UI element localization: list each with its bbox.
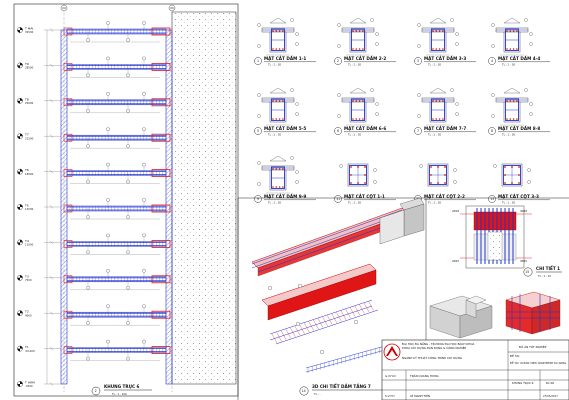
section-title: MẶT CẮT DẦM 3-3 [424, 56, 467, 62]
level-elevation: 11000 [25, 243, 34, 247]
section-scale: TL : 1 : 30 [502, 201, 516, 205]
beam-section [254, 18, 316, 67]
section-title: MẶT CẮT DẦM 4-4 [498, 56, 541, 62]
detail-1-scale: TL : 1 : 15 [538, 275, 552, 278]
section-number: 2 [337, 59, 340, 64]
axis-6-label: (6) [62, 7, 66, 10]
beam-section [254, 156, 316, 205]
tb-sheet-title: KHUNG TRỤC 6 [512, 381, 534, 385]
tb-svth-label: S.V.T.H [385, 394, 395, 398]
section-title: MẶT CẮT DẦM 8-8 [498, 126, 541, 132]
level-marker [17, 204, 33, 212]
level-marker [17, 239, 33, 247]
level-code: T HẦM [25, 380, 35, 385]
level-code: T MÁI [25, 26, 34, 31]
tb-sheet-no: KC 06 [546, 381, 555, 385]
level-code: T8 [25, 97, 29, 102]
section-title: MẶT CẮT CỘT 3-3 [498, 194, 539, 200]
level-marker [17, 345, 35, 353]
sections-grid [254, 18, 550, 205]
level-elevation: 32500 [25, 31, 34, 35]
section-title: MẶT CẮT DẦM 2-2 [344, 56, 387, 62]
section-number: 8 [491, 129, 494, 134]
section-number: 11 [336, 197, 341, 202]
section-number: 5 [257, 129, 260, 134]
section-number: 13 [490, 197, 495, 202]
beam-section [334, 18, 396, 67]
tb-school-1: ĐẠI HỌC ĐÀ NẴNG - TRƯỜNG ĐẠI HỌC BÁCH KHOA [402, 342, 475, 346]
column-section [488, 164, 550, 205]
level-code: T2 [25, 309, 29, 314]
floor-beams [64, 21, 170, 360]
section-number: 6 [337, 129, 340, 134]
section-scale: TL : 1 : 30 [348, 63, 362, 67]
tb-topic: ĐỀ TÀI: OCEAN VIEW APARTMENT DA NANG [510, 362, 567, 365]
beam-section [254, 88, 316, 137]
axis-8-label: (8) [170, 7, 174, 10]
level-marker [17, 97, 33, 105]
section-scale: TL : 1 : 30 [502, 133, 516, 137]
section-title: MẶT CẮT DẦM 7-7 [424, 126, 467, 132]
section-number: 3 [417, 59, 420, 64]
frame-title: KHUNG TRỤC 6 [104, 384, 140, 389]
level-marker [17, 62, 33, 70]
beam-section [334, 88, 396, 137]
level-code: T1 [25, 345, 29, 350]
section-title: MẶT CẮT DẦM 9-9 [264, 194, 307, 200]
detail-1-number: 15 [525, 270, 530, 275]
university-logo [384, 344, 400, 360]
section-scale: TL : 1 : 30 [428, 63, 442, 67]
level-marker [17, 168, 33, 176]
svg-text:3Ø25: 3Ø25 [520, 260, 527, 263]
section-number: 7 [417, 129, 420, 134]
level-marker [17, 380, 35, 389]
frame-elevation [14, 4, 238, 396]
detail-1 [452, 206, 562, 278]
section-scale: TL : 1 : 30 [428, 133, 442, 137]
frame-scale: TL : 1 : 100 [112, 393, 127, 396]
level-marker [17, 133, 33, 141]
level-code: T4 [25, 238, 29, 243]
section-title: MẶT CẮT CỘT 1-1 [344, 194, 385, 200]
tb-date: 27/05/2017 [543, 395, 558, 398]
level-marker [17, 26, 33, 35]
level-marker [17, 310, 32, 318]
section-scale: TL : 1 : 30 [428, 201, 442, 205]
level-elevation: 14500 [25, 208, 34, 212]
column-section [334, 164, 396, 205]
level-code: T9 [25, 61, 29, 66]
section-scale: TL : 1 : 30 [502, 63, 516, 67]
level-code: T3 [25, 274, 29, 279]
tb-gvhd: TRẦN QUANG HƯNG [410, 374, 439, 378]
level-code: T6 [25, 168, 29, 173]
level-elevation: ±0.000 [25, 349, 35, 353]
level-code: T7 [25, 132, 29, 137]
title-block [382, 340, 569, 400]
level-elevation: -3500 [25, 385, 33, 389]
section-scale: TL : 1 : 30 [348, 201, 362, 205]
section-number: 1 [257, 59, 260, 64]
level-code: T5 [25, 203, 29, 208]
level-elevation: 21500 [25, 137, 34, 141]
beam-section [414, 18, 476, 67]
section-scale: TL : 1 : 30 [348, 133, 362, 137]
section-scale: TL : 1 : 30 [268, 63, 282, 67]
section-scale: TL : 1 : 30 [268, 201, 282, 205]
section-number: 4 [491, 59, 494, 64]
level-elevation: 25000 [25, 102, 34, 105]
section-scale: TL : 1 : 30 [268, 133, 282, 137]
level-elevation: 4000 [25, 314, 32, 318]
column-right [166, 30, 172, 384]
svg-text:3Ø18: 3Ø18 [520, 210, 527, 213]
level-markers [17, 26, 61, 389]
detail-1-title: CHI TIẾT 1 [536, 266, 561, 271]
tb-major: NGÀNH KỸ THUẬT CÔNG TRÌNH XÂY DỰNG [402, 356, 462, 360]
tb-svth: LÊ MẠNH TIẾN [410, 394, 431, 398]
beam-section [488, 18, 550, 67]
section-number: 9 [257, 197, 260, 202]
tb-school-2: KHOA XÂY DỰNG DÂN DỤNG & CÔNG NGHIỆP [402, 346, 467, 350]
column-section [414, 164, 476, 205]
svg-text:2Ø18: 2Ø18 [452, 210, 459, 213]
detail3d-title: 3D CHI TIẾT DẦM TẦNG 7 [312, 384, 371, 389]
frame-title-number: 2 [94, 389, 97, 394]
level-marker [17, 274, 32, 282]
svg-text:2Ø25: 2Ø25 [452, 260, 459, 263]
tb-gvhd-label: G.V.H.D [385, 374, 396, 378]
section-title: MẶT CẮT DẦM 1-1 [264, 56, 307, 62]
beam-section [488, 88, 550, 137]
detail3d-scale: TL : - [314, 393, 321, 396]
section-title: MẶT CẮT DẦM 5-5 [264, 126, 307, 132]
level-elevation: 28500 [25, 66, 34, 70]
section-title: MẶT CẮT DẦM 6-6 [344, 126, 387, 132]
level-elevation: 7500 [25, 279, 32, 282]
level-elevation: 18000 [25, 172, 34, 176]
beam-section [414, 88, 476, 137]
tb-thesis: ĐỒ ÁN TỐT NGHIỆP [519, 345, 547, 349]
detail3d-number: 14 [301, 389, 306, 394]
joint-3d-views [430, 292, 560, 338]
tb-topic-label: ĐỀ TÀI: [510, 354, 520, 358]
section-title: MẶT CẮT CỘT 2-2 [424, 194, 465, 200]
